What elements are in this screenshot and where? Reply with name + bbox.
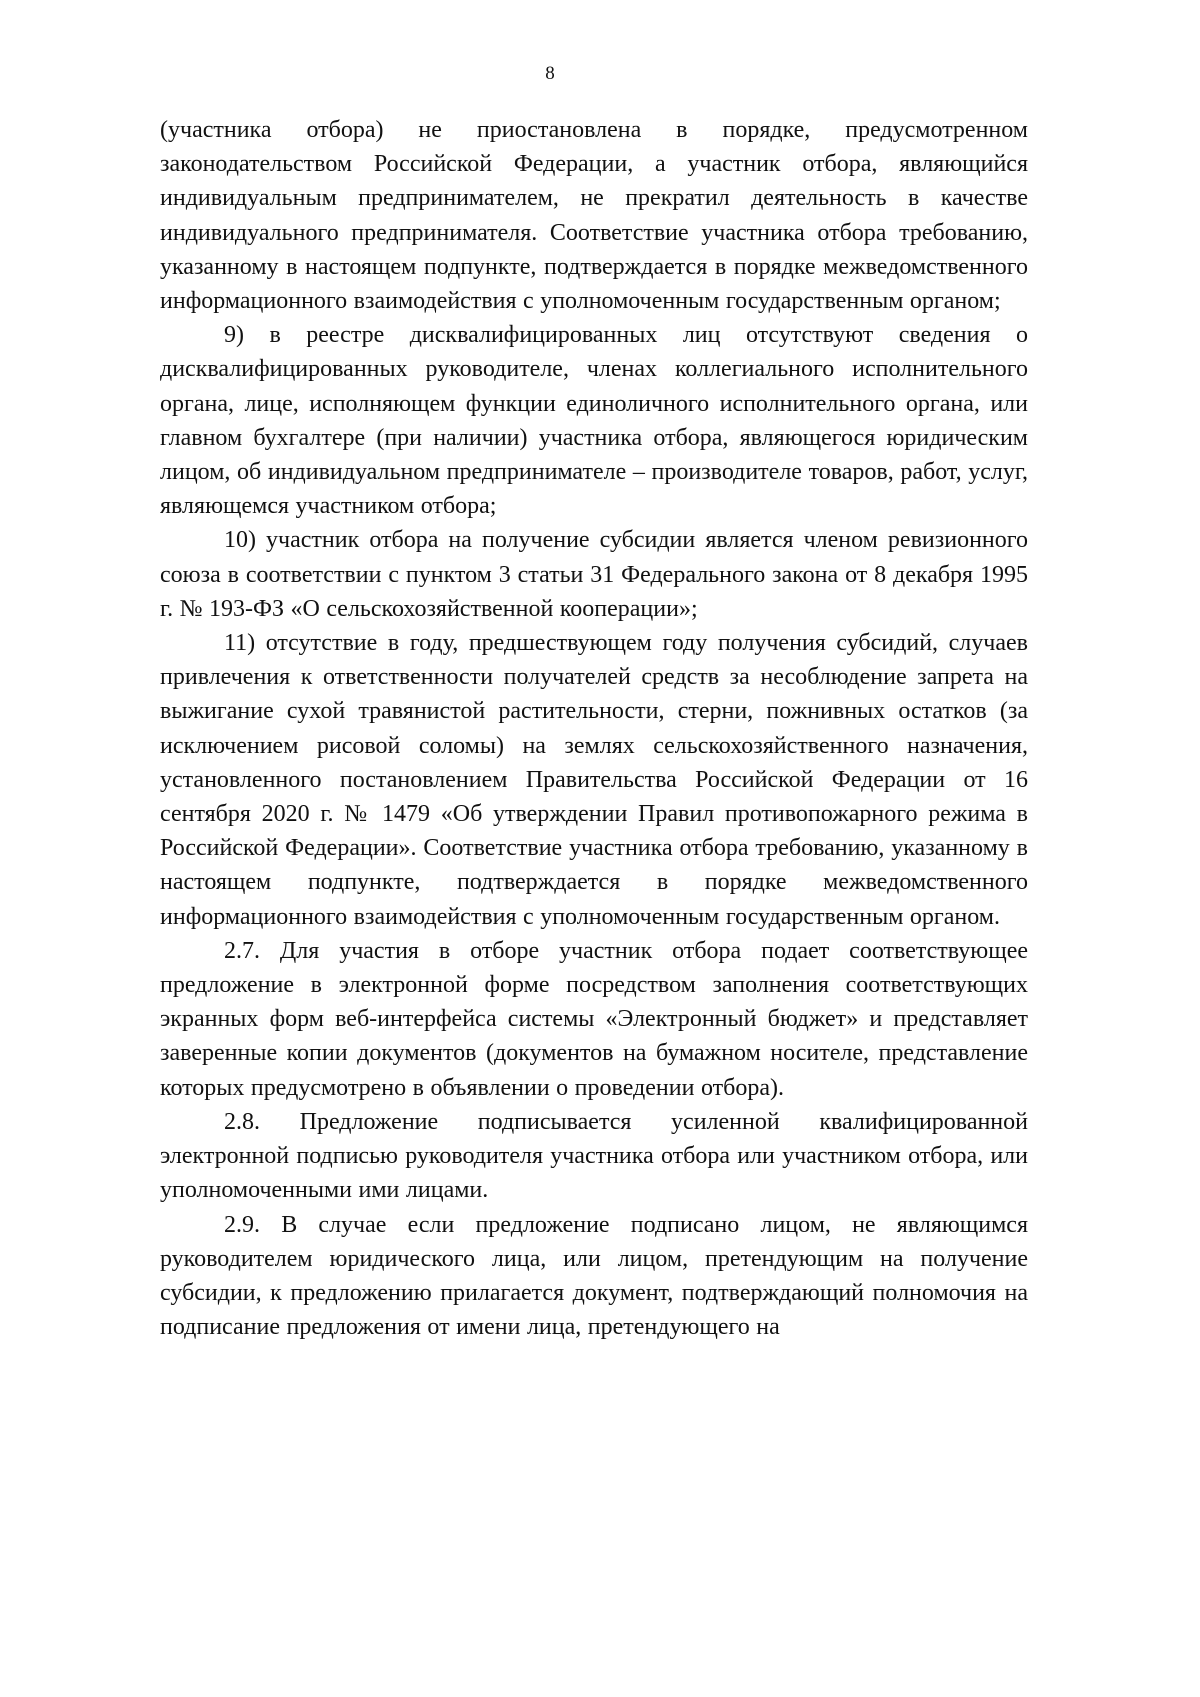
paragraph-continuation: (участника отбора) не приостановлена в порядке, предусмотренном законодательством Российской Федерации, а участник отбора, являющийся индивидуальным предпринимателем, не прекратил деятельность в качестве индивидуального предпринимателя. Соответствие участника отбора требованию, указанному в настоящем подпункте, подтверждается в порядке межведомственного информационного взаимодействия с уполномоченным государственным органом; [160,117,1028,315]
document-body [160,113,1028,1344]
paragraph-section-2-7: 2.7. Для участия в отборе участник отбора подает соответствующее предложение в электронной форме посредством заполнения соответствующих экранных форм веб-интерфейса системы «Электронный бюджет» и представляет заверенные копии документов (документов на бумажном носителе, представление которых предусмотрено в объявлении о проведении отбора). [160,937,1028,1101]
paragraph-section-2-8: 2.8. Предложение подписывается усиленной квалифицированной электронной подписью руководителя участника отбора или участником отбора, или уполномоченными ими лицами. [160,1108,1028,1204]
paragraph-item-9: 9) в реестре дисквалифицированных лиц отсутствуют сведения о дисквалифицированных руководителе, членах коллегиального исполнительного органа, лице, исполняющем функции единоличного исполнительного органа, или главном бухгалтере (при наличии) участника отбора, являющегося юридическим лицом, об индивидуальном предпринимателе – производителе товаров, работ, услуг, являющемся участником отбора; [160,322,1028,520]
paragraph-item-10: 10) участник отбора на получение субсидии является членом ревизионного союза в соответствии с пунктом 3 статьи 31 Федерального закона от 8 декабря 1995 г. № 193-ФЗ «О сельскохозяйственной кооперации»; [160,527,1028,622]
page-number: 8 [545,63,555,84]
paragraph-item-11: 11) отсутствие в году, предшествующем году получения субсидий, случаев привлечения к ответственности получателей средств за несоблюдение запрета на выжигание сухой травянистой растительности, стерни, пожнивных остатков (за исключением рисовой соломы) на землях сельскохозяйственного назначения, установленного постановлением Правительства Российской Федерации от 16 сентября 2020 г. № 1479 «Об утверждении Правил противопожарного режима в Российской Федерации». Соответствие участника отбора требованию, указанному в настоящем подпункте, подтверждается в порядке межведомственного информационного взаимодействия с уполномоченным государственным органом. [160,630,1028,930]
paragraph-section-2-9: 2.9. В случае если предложение подписано лицом, не являющимся руководителем юридического лица, или лицом, претендующим на получение субсидии, к предложению прилагается документ, подтверждающий полномочия на подписание предложения от имени лица, претендующего на [160,1211,1028,1341]
